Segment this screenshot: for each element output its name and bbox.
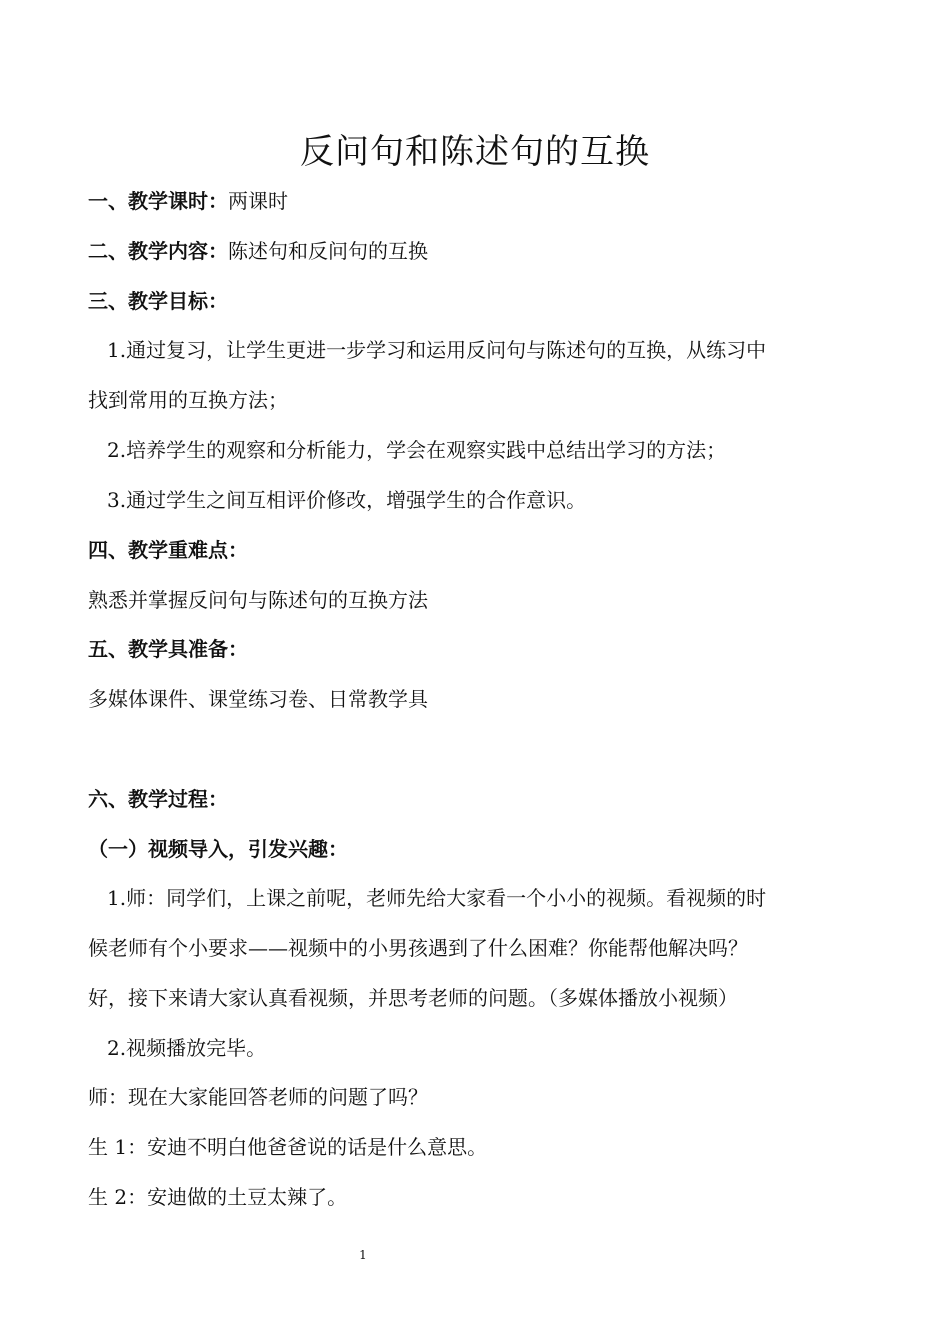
- section-heading: 三、教学目标：: [88, 289, 228, 313]
- subsection-heading: （一）视频导入，引发兴趣：: [88, 837, 348, 861]
- document-title: 反问句和陈述句的互换: [300, 132, 650, 172]
- section-heading: 五、教学具准备：: [88, 637, 248, 661]
- section-heading: 二、教学内容：: [88, 239, 228, 263]
- objective-line: 3.通过学生之间互相评价修改，增强学生的合作意识。: [107, 488, 587, 512]
- info-line-class-hours: [88, 186, 288, 216]
- body-line: 1.师：同学们，上课之前呢，老师先给大家看一个小小的视频。看视频的时: [107, 886, 767, 910]
- body-line: 好，接下来请大家认真看视频，并思考老师的问题。（多媒体播放小视频）: [88, 986, 738, 1010]
- body-line: 生 1：安迪不明白他爸爸说的话是什么意思。: [88, 1135, 488, 1159]
- page-number: 1: [359, 1248, 367, 1262]
- body-line: 2.视频播放完毕。: [107, 1036, 267, 1060]
- body-line: 生 2：安迪做的土豆太辣了。: [88, 1185, 348, 1209]
- section-heading: 一、教学课时：: [88, 189, 228, 213]
- body-line: 熟悉并掌握反问句与陈述句的互换方法: [88, 588, 428, 612]
- body-line: 多媒体课件、课堂练习卷、日常教学具: [88, 687, 428, 711]
- section-heading: 四、教学重难点：: [88, 538, 248, 562]
- info-line-content: [88, 236, 428, 266]
- body-line: 候老师有个小要求——视频中的小男孩遇到了什么困难？你能帮他解决吗？: [88, 936, 748, 960]
- objective-line: 2.培养学生的观察和分析能力，学会在观察实践中总结出学习的方法；: [107, 438, 727, 462]
- body-line: 师：现在大家能回答老师的问题了吗？: [88, 1085, 428, 1109]
- objective-line: 1.通过复习，让学生更进一步学习和运用反问句与陈述句的互换，从练习中: [107, 338, 767, 362]
- objective-line: 找到常用的互换方法；: [88, 388, 288, 412]
- section-value: 陈述句和反问句的互换: [228, 239, 428, 263]
- section-value: 两课时: [228, 189, 288, 213]
- section-heading: 六、教学过程：: [88, 787, 228, 811]
